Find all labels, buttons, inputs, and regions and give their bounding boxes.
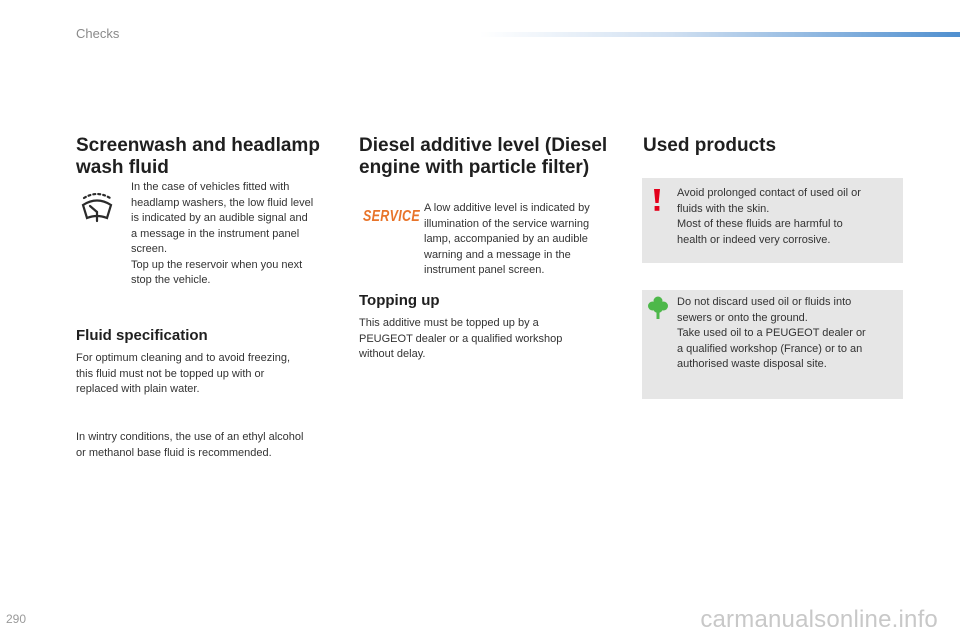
spec-line: this fluid must not be topped up with or	[76, 367, 265, 380]
intro-line: a message in the instrument panel	[131, 227, 300, 240]
topping-line: without delay.	[359, 348, 426, 360]
intro-line: screen.	[131, 243, 168, 255]
spec-paragraph-1	[76, 351, 346, 398]
spec-line: or methanol base fluid is recommended.	[76, 446, 272, 459]
warning-note-box	[642, 178, 903, 263]
spec-paragraph-2	[76, 430, 346, 461]
warning-line: fluids with the skin.	[677, 202, 770, 215]
column-screenwash	[76, 135, 346, 179]
warning-line: Most of these fluids are harmful to	[677, 218, 843, 230]
service-line: A low additive level is indicated by	[424, 202, 590, 214]
section-label: Checks	[76, 26, 120, 41]
page-number: 290	[6, 612, 27, 626]
warning-line: Avoid prolonged contact of used oil or	[677, 187, 861, 199]
eco-line: Do not discard used oil or fluids into	[677, 296, 852, 308]
eco-text	[677, 295, 899, 373]
spec-line: replaced with plain water.	[76, 383, 200, 395]
eco-line: authorised waste disposal site.	[677, 358, 827, 370]
intro-line: is indicated by an audible signal and	[131, 212, 308, 224]
eco-note-box	[642, 290, 903, 399]
service-line: lamp, accompanied by an audible	[424, 233, 588, 245]
diesel-service-text	[424, 201, 619, 279]
topping-up-text	[359, 316, 619, 363]
heading-screenwash	[76, 135, 346, 179]
topping-line: PEUGEOT dealer or a qualified workshop	[359, 332, 563, 345]
eco-line: Take used oil to a PEUGEOT dealer or	[677, 327, 866, 339]
intro-line: Top up the reservoir when you next	[131, 258, 303, 271]
spec-line: In wintry conditions, the use of an ethyl alcohol	[76, 431, 304, 443]
service-warning-icon	[363, 207, 420, 225]
warning-exclamation-icon	[650, 188, 664, 217]
screenwash-intro	[131, 180, 346, 289]
heading-used-products: Used products	[643, 135, 777, 156]
eco-line: a qualified workshop (France) or to an	[677, 342, 863, 355]
washer-icon	[80, 185, 114, 230]
intro-line: headlamp washers, the low fluid level	[131, 196, 314, 209]
watermark: carmanualsonline.info	[700, 606, 938, 633]
heading-diesel-additive: Diesel additive level (Diesel engine with particle filter)	[359, 135, 608, 178]
heading-screenwash-text: Screenwash and headlamp wash fluid	[76, 135, 320, 178]
warning-line: health or indeed very corrosive.	[677, 233, 831, 246]
service-line: warning and a message in the	[424, 248, 571, 261]
spec-line: For optimum cleaning and to avoid freezing,	[76, 352, 291, 364]
heading-topping-up: Topping up	[359, 292, 440, 309]
warning-text	[677, 186, 897, 248]
service-line: instrument panel screen.	[424, 264, 545, 276]
intro-line: In the case of vehicles fitted with	[131, 181, 290, 193]
intro-line: stop the vehicle.	[131, 274, 211, 286]
eco-line: sewers or onto the ground.	[677, 311, 808, 324]
service-label: SERVICE	[363, 207, 420, 225]
topping-line: This additive must be topped up by a	[359, 317, 539, 329]
header-accent-bar	[480, 32, 960, 37]
service-line: illumination of the service warning	[424, 217, 590, 230]
column-diesel-additive	[359, 135, 629, 179]
heading-fluid-specification: Fluid specification	[76, 327, 208, 344]
tree-icon	[647, 296, 669, 325]
